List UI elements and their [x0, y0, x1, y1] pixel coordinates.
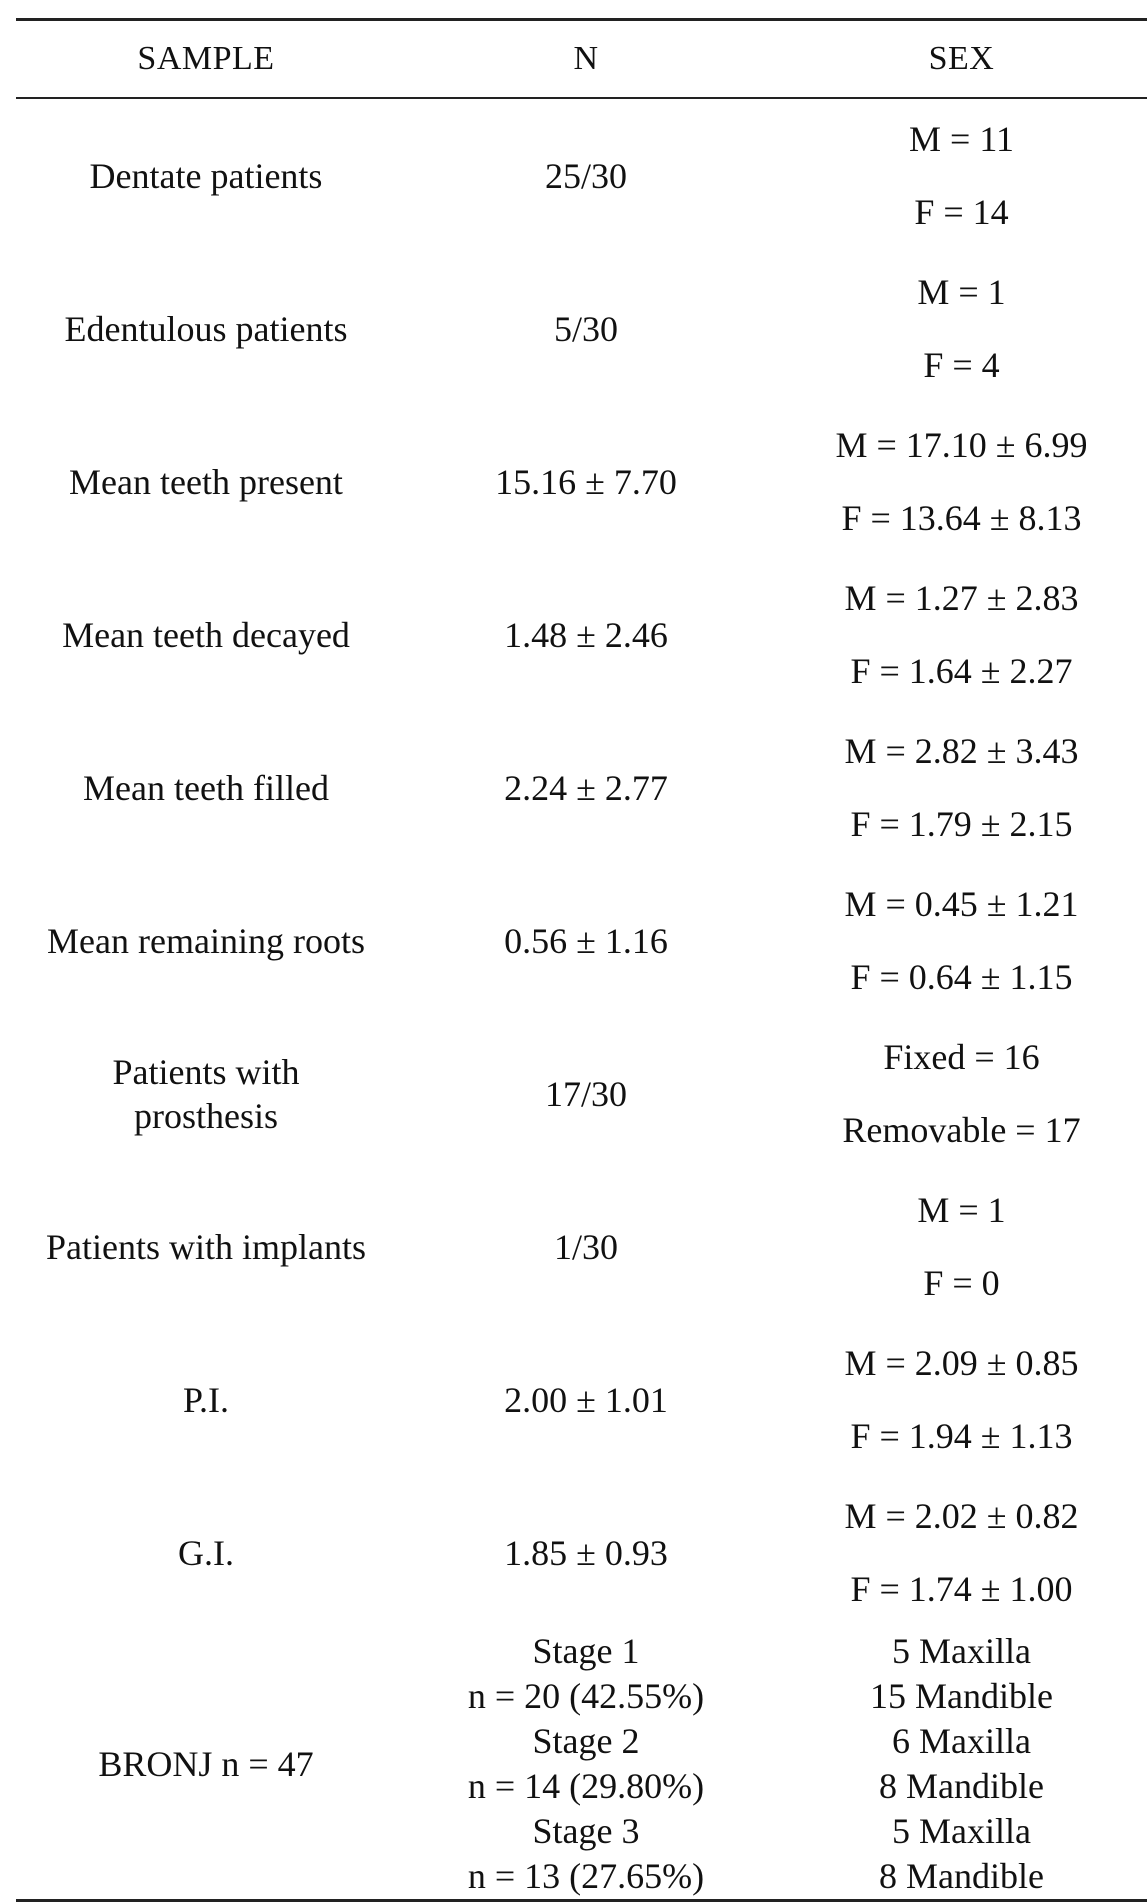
sample-label: G.I.	[178, 1532, 234, 1573]
sample-cell	[16, 711, 396, 864]
sex-cell	[776, 711, 1147, 864]
sample-label: Mean teeth filled	[83, 767, 329, 808]
n-cell: 1.48 ± 2.46	[504, 614, 668, 655]
sex-cell	[776, 558, 1147, 711]
stage-count: n = 20 (42.55%)	[467, 1676, 705, 1716]
sex-female: F = 1.64 ± 2.27	[850, 650, 1073, 691]
site-mandible: 8 Mandible	[879, 1766, 1044, 1806]
sample-cell	[16, 405, 396, 558]
sample-label: Edentulous patients	[64, 308, 348, 349]
table-row	[16, 1170, 1147, 1323]
sample-cell	[16, 1476, 396, 1629]
sex-male: M = 0.45 ± 1.21	[844, 884, 1079, 925]
sex-female: F = 0	[923, 1262, 1000, 1303]
sex-male: M = 2.02 ± 0.82	[844, 1496, 1079, 1537]
sex-cell	[776, 1323, 1147, 1476]
sex-female: F = 4	[923, 344, 1000, 385]
sex-cell	[776, 1170, 1147, 1323]
sample-label: P.I.	[182, 1379, 230, 1420]
sex-fixed: Fixed = 16	[883, 1037, 1040, 1078]
sample-cell	[16, 1017, 396, 1170]
sample-label: Mean teeth decayed	[62, 614, 350, 655]
n-cell: 2.24 ± 2.77	[504, 767, 668, 808]
sex-female: F = 1.74 ± 1.00	[850, 1568, 1073, 1609]
table-row	[16, 1476, 1147, 1629]
sex-cell	[776, 405, 1147, 558]
sample-cell	[16, 1323, 396, 1476]
header-n: N	[573, 40, 599, 77]
sex-cell	[776, 1476, 1147, 1629]
sex-removable: Removable = 17	[842, 1109, 1081, 1150]
sample-cell	[16, 252, 396, 405]
stage-count: n = 14 (29.80%)	[467, 1766, 705, 1806]
n-cell: 2.00 ± 1.01	[504, 1379, 668, 1420]
sample-cell	[16, 99, 396, 252]
sample-cell	[16, 558, 396, 711]
stage-count: n = 13 (27.65%)	[467, 1856, 705, 1896]
table-row	[16, 1017, 1147, 1170]
sample-label: Mean teeth present	[69, 461, 343, 502]
site-maxilla: 6 Maxilla	[892, 1721, 1031, 1761]
stage-label: Stage 2	[532, 1721, 640, 1761]
sex-male: M = 1.27 ± 2.83	[844, 578, 1079, 619]
sex-female: F = 13.64 ± 8.13	[841, 497, 1082, 538]
sex-male: M = 17.10 ± 6.99	[835, 425, 1088, 466]
sex-male: M = 1	[917, 272, 1006, 313]
header-sex: SEX	[928, 40, 995, 77]
sex-cell	[776, 99, 1147, 252]
n-cell: 25/30	[544, 155, 627, 196]
site-maxilla: 5 Maxilla	[892, 1631, 1031, 1671]
sample-label: Mean remaining roots	[47, 920, 365, 961]
table-body	[16, 99, 1147, 1629]
sex-cell	[776, 252, 1147, 405]
bronj-sample-cell: BRONJ n = 47	[98, 1743, 314, 1784]
site-mandible: 8 Mandible	[879, 1856, 1044, 1896]
n-cell: 0.56 ± 1.16	[504, 920, 668, 961]
table-row-bronj	[16, 1629, 1147, 1899]
sex-male: M = 11	[909, 119, 1014, 160]
sex-female: F = 14	[914, 191, 1009, 232]
sample-label: Patients with prosthesis	[112, 1051, 300, 1136]
sample-label: Patients with implants	[46, 1226, 366, 1267]
n-cell: 15.16 ± 7.70	[495, 461, 677, 502]
data-table	[16, 18, 1147, 1902]
sex-male: M = 1	[917, 1190, 1006, 1231]
site-maxilla: 5 Maxilla	[892, 1811, 1031, 1851]
table-row	[16, 864, 1147, 1017]
header-row	[16, 21, 1147, 97]
sample-cell	[16, 864, 396, 1017]
table-row	[16, 711, 1147, 864]
n-cell: 17/30	[544, 1073, 627, 1114]
sex-cell	[776, 864, 1147, 1017]
n-cell: 1/30	[553, 1226, 618, 1267]
stage-label: Stage 1	[532, 1631, 640, 1671]
bronj-stage-cell	[396, 1629, 776, 1899]
header-sample: SAMPLE	[137, 40, 275, 77]
sex-female: F = 1.79 ± 2.15	[850, 803, 1073, 844]
n-cell: 1.85 ± 0.93	[504, 1532, 668, 1573]
sex-male: M = 2.82 ± 3.43	[844, 731, 1079, 772]
sex-female: F = 1.94 ± 1.13	[850, 1415, 1073, 1456]
table-row	[16, 99, 1147, 252]
sex-cell	[776, 1017, 1147, 1170]
sample-label: Dentate patients	[89, 155, 323, 196]
sex-female: F = 0.64 ± 1.15	[850, 956, 1073, 997]
table-row	[16, 252, 1147, 405]
sample-cell	[16, 1170, 396, 1323]
stage-label: Stage 3	[532, 1811, 640, 1851]
table-row	[16, 405, 1147, 558]
n-cell: 5/30	[553, 308, 618, 349]
bronj-site-cell	[776, 1629, 1147, 1899]
table-row	[16, 1323, 1147, 1476]
site-mandible: 15 Mandible	[870, 1676, 1053, 1716]
sex-male: M = 2.09 ± 0.85	[844, 1343, 1079, 1384]
table-row	[16, 558, 1147, 711]
